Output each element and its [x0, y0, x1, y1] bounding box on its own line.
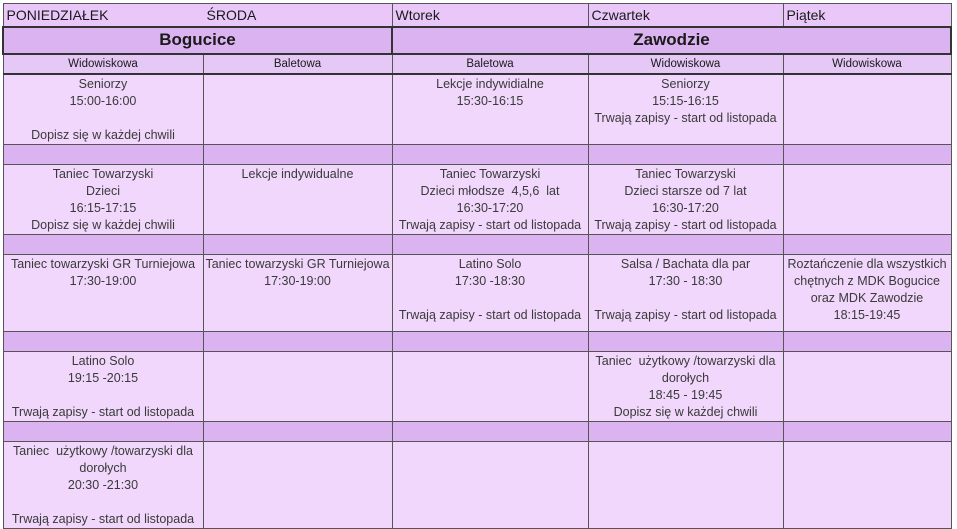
schedule-cell — [783, 351, 951, 421]
separator-cell — [3, 421, 203, 441]
schedule-cell — [588, 74, 783, 145]
cell-line: Taniec Towarzyski — [635, 166, 736, 181]
day-cell-mon-wed — [3, 4, 392, 27]
cell-line: Dzieci — [85, 183, 121, 198]
cell-content — [204, 352, 392, 353]
cell-line: Taniec Towarzyski — [439, 166, 541, 181]
day-thursday: Czwartek — [588, 4, 783, 27]
cell-content — [393, 165, 588, 234]
cell-line: Trwają zapisy - start od listopada — [594, 110, 777, 125]
schedule-row — [3, 351, 951, 421]
cell-content — [4, 75, 203, 144]
cell-content — [393, 255, 588, 324]
cell-line: Taniec towarzyski GR Turniejowa — [205, 256, 390, 271]
cell-content — [589, 165, 783, 234]
cell-line: 15:30-16:15 — [456, 93, 524, 108]
cell-line: Taniec Towarzyski — [52, 166, 154, 181]
cell-line — [589, 290, 783, 307]
cell-content — [204, 255, 392, 290]
schedule-cell — [203, 164, 392, 234]
location-zawodzie: Zawodzie — [392, 27, 951, 54]
day-monday: PONIEDZIAŁEK — [6, 6, 109, 23]
separator-cell — [392, 234, 588, 254]
cell-line: Dzieci starsze od 7 lat — [624, 183, 747, 198]
schedule-row — [3, 74, 951, 145]
cell-line: Trwają zapisy - start od listopada — [594, 217, 777, 232]
cell-content — [4, 442, 203, 528]
schedule-cell — [392, 351, 588, 421]
separator-cell — [588, 331, 783, 351]
schedule-row — [3, 254, 951, 331]
cell-line — [4, 387, 203, 404]
cell-line: dorołych — [661, 370, 710, 385]
separator-cell — [203, 331, 392, 351]
hall-label: Widowiskowa — [3, 54, 203, 74]
schedule-cell — [3, 441, 203, 528]
schedule-cell — [203, 74, 392, 145]
cell-line: Taniec użytkowy /towarzyski dla — [595, 353, 776, 368]
cell-line: 16:15-17:15 — [69, 200, 137, 215]
cell-content — [589, 75, 783, 127]
cell-line: 15:00-16:00 — [69, 93, 137, 108]
cell-line: 17:30-19:00 — [264, 273, 331, 288]
cell-line: 17:30 - 18:30 — [648, 273, 723, 288]
separator-cell — [392, 421, 588, 441]
cell-content — [4, 165, 203, 234]
separator-cell — [3, 331, 203, 351]
cell-line: Taniec użytkowy /towarzyski dla — [13, 443, 193, 458]
schedule-cell — [203, 441, 392, 528]
schedule-cell — [588, 164, 783, 234]
cell-line: Dopisz się w każdej chwili — [31, 127, 175, 142]
cell-line: 16:30-17:20 — [456, 200, 524, 215]
cell-line: Latino Solo — [71, 353, 135, 368]
cell-content — [4, 255, 203, 290]
schedule-cell — [203, 254, 392, 331]
schedule-cell — [3, 164, 203, 234]
cell-line — [4, 110, 203, 127]
cell-line: Trwają zapisy - start od listopada — [594, 307, 777, 322]
separator-cell — [203, 421, 392, 441]
separator-cell — [588, 144, 783, 164]
schedule-cell — [588, 254, 783, 331]
schedule-cell — [783, 164, 951, 234]
cell-line: 15:15-16:15 — [652, 93, 719, 108]
cell-line: chętnych z MDK Bogucice — [794, 273, 940, 288]
days-row — [3, 4, 951, 27]
schedule-row — [3, 164, 951, 234]
cell-line: Seniorzy — [661, 76, 710, 91]
cell-content — [589, 352, 783, 421]
cell-content — [784, 442, 951, 443]
hall-label: Widowiskowa — [588, 54, 783, 74]
cell-content — [784, 352, 951, 353]
cell-line: oraz MDK Zawodzie — [810, 290, 924, 305]
separator-cell — [203, 144, 392, 164]
schedule-cell — [392, 254, 588, 331]
schedule-cell — [392, 164, 588, 234]
cell-line: Trwają zapisy - start od listopada — [398, 307, 582, 322]
cell-content — [393, 442, 588, 443]
schedule-cell — [588, 351, 783, 421]
day-tuesday: Wtorek — [392, 4, 588, 27]
schedule-cell — [588, 441, 783, 528]
schedule-table — [2, 3, 952, 529]
separator-row — [3, 421, 951, 441]
separator-cell — [3, 144, 203, 164]
schedule-cell — [783, 74, 951, 145]
cell-line — [4, 494, 203, 511]
schedule-cell — [392, 441, 588, 528]
separator-cell — [783, 421, 951, 441]
day-friday: Piątek — [783, 4, 951, 27]
cell-line: Trwają zapisy - start od listopada — [398, 217, 582, 232]
hall-label: Baletowa — [203, 54, 392, 74]
separator-row — [3, 234, 951, 254]
cell-line: Trwają zapisy - start od listopada — [11, 404, 195, 419]
cell-line: 18:15-19:45 — [833, 307, 901, 322]
cell-content — [393, 75, 588, 110]
cell-line: Taniec towarzyski GR Turniejowa — [10, 256, 196, 271]
schedule-cell — [783, 254, 951, 331]
separator-cell — [783, 234, 951, 254]
cell-line: Roztańczenie dla wszystkich — [787, 256, 947, 271]
cell-content — [784, 255, 951, 324]
schedule-cell — [3, 254, 203, 331]
locations-row — [3, 27, 951, 54]
cell-content — [784, 75, 951, 76]
cell-line: Lekcje indywidialne — [436, 76, 544, 91]
schedule-cell — [203, 351, 392, 421]
cell-content — [204, 75, 392, 76]
cell-content — [589, 255, 783, 324]
separator-row — [3, 331, 951, 351]
cell-line: 16:30-17:20 — [652, 200, 719, 215]
cell-line: Trwają zapisy - start od listopada — [11, 511, 195, 526]
separator-cell — [588, 234, 783, 254]
hall-label: Baletowa — [392, 54, 588, 74]
separator-cell — [392, 331, 588, 351]
cell-content — [589, 442, 783, 443]
separator-cell — [783, 331, 951, 351]
cell-line: Seniorzy — [78, 76, 128, 91]
cell-line: Dopisz się w każdej chwili — [613, 404, 758, 419]
separator-cell — [783, 144, 951, 164]
cell-line — [393, 290, 588, 307]
separator-cell — [392, 144, 588, 164]
schedule-body — [3, 74, 951, 529]
separator-row — [3, 144, 951, 164]
cell-content — [4, 352, 203, 421]
cell-line: 17:30-19:00 — [69, 273, 137, 288]
cell-line: Lekcje indywidualne — [241, 166, 354, 181]
cell-line: Dzieci młodsze 4,5,6 lat — [420, 183, 560, 198]
separator-cell — [588, 421, 783, 441]
cell-content — [393, 352, 588, 353]
cell-line: 18:45 - 19:45 — [648, 387, 723, 402]
schedule-cell — [3, 74, 203, 145]
schedule-cell — [3, 351, 203, 421]
separator-cell — [3, 234, 203, 254]
separator-cell — [203, 234, 392, 254]
halls-row — [3, 54, 951, 74]
cell-content — [784, 165, 951, 166]
schedule-cell — [392, 74, 588, 145]
cell-line: 19:15 -20:15 — [67, 370, 139, 385]
cell-content — [204, 442, 392, 443]
schedule-cell — [783, 441, 951, 528]
cell-content — [204, 165, 392, 183]
cell-line: 20:30 -21:30 — [67, 477, 139, 492]
hall-label: Widowiskowa — [783, 54, 951, 74]
day-wednesday: ŚRODA — [206, 6, 257, 23]
cell-line: Salsa / Bachata dla par — [620, 256, 751, 271]
schedule-row — [3, 441, 951, 528]
cell-line: Latino Solo — [458, 256, 522, 271]
cell-line: Dopisz się w każdej chwili — [31, 217, 175, 232]
cell-line: dorołych — [79, 460, 127, 475]
cell-line: 17:30 -18:30 — [454, 273, 526, 288]
location-bogucice: Bogucice — [3, 27, 392, 54]
